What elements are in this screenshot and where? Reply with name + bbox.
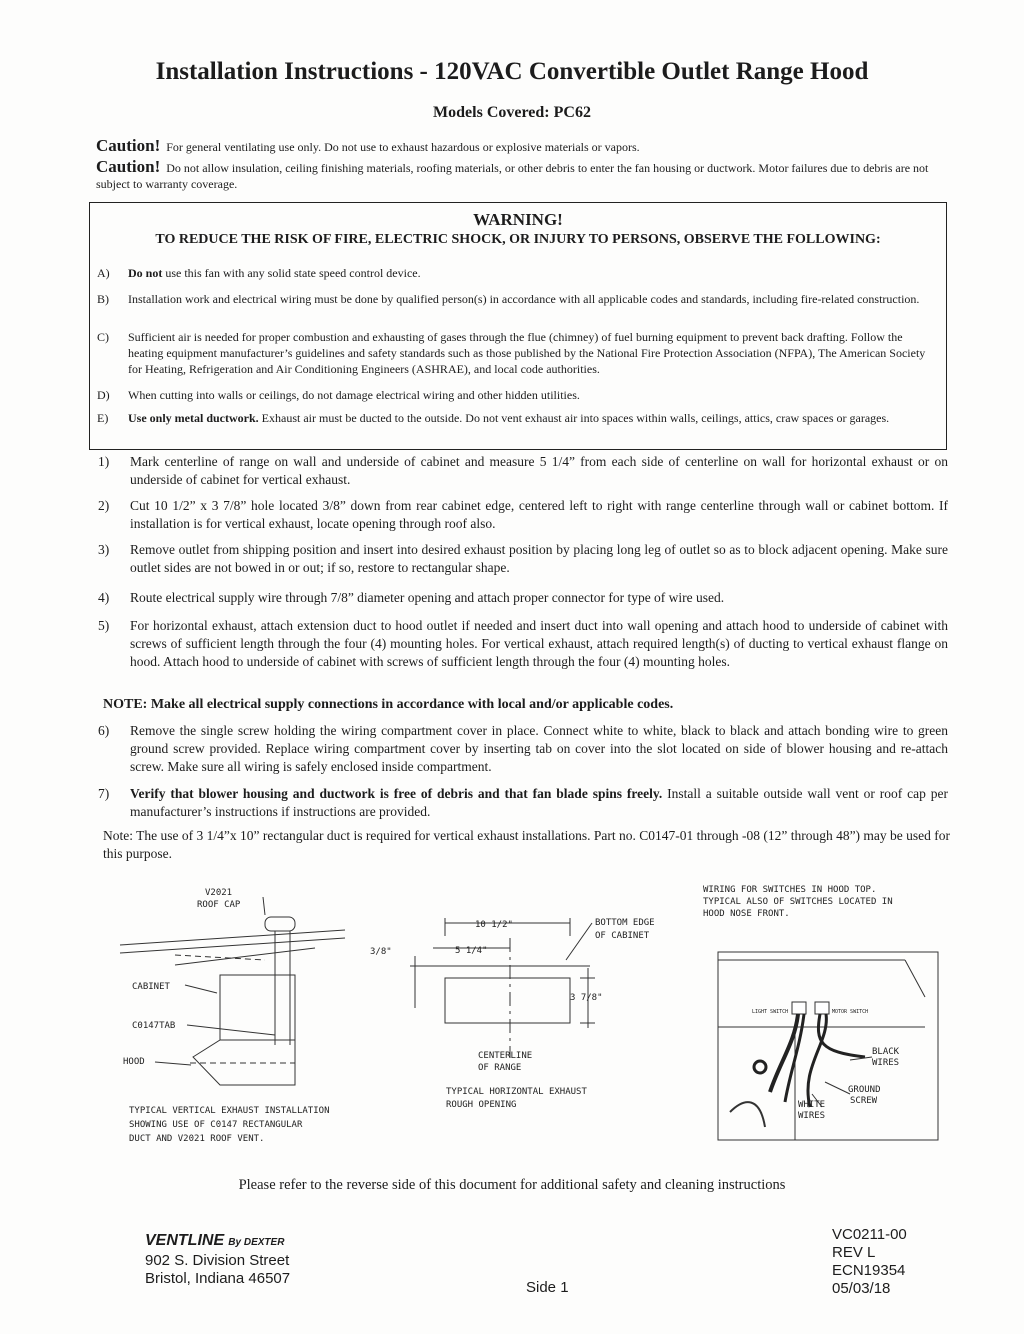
- motor-switch-shape: [815, 1002, 829, 1014]
- caution-word: Caution!: [96, 157, 161, 176]
- item-letter: D): [97, 388, 110, 402]
- warning-box: [89, 202, 947, 450]
- item-text: When cutting into walls or ceilings, do not damage electrical wiring and other hidden utilities.: [128, 388, 580, 402]
- step-number: 6): [98, 723, 110, 738]
- motor-switch-label: MOTOR SWITCH: [832, 1009, 869, 1015]
- item-bold: Use only metal ductwork.: [128, 411, 259, 425]
- caution-text: For general ventilating use only. Do not use to exhaust hazardous or explosive materials or vapors.: [166, 140, 640, 154]
- document-title: Installation Instructions - 120VAC Convertible Outlet Range Hood: [155, 58, 869, 85]
- caution-text: Do not allow insulation, ceiling finishing materials, roofing materials, or other debris to enter the fan housing or ductwork. Motor failures due to debris are not subject to warranty coverage.: [96, 161, 929, 191]
- ground-screw-label-2: SCREW: [850, 1096, 878, 1106]
- black-wires-label-1: BLACK: [872, 1047, 900, 1057]
- doc-rev: REV L: [832, 1244, 876, 1261]
- wiring-diagram: [700, 882, 945, 1144]
- vertical-caption-1: TYPICAL VERTICAL EXHAUST INSTALLATION: [129, 1106, 330, 1116]
- note-electrical: NOTE: Make all electrical supply connections in accordance with local and/or applicable codes.: [103, 697, 674, 712]
- brand-line: [145, 1232, 290, 1252]
- doc-ecn: ECN19354: [832, 1262, 906, 1279]
- vertical-exhaust-diagram: [115, 885, 405, 1150]
- step-text: Remove the single screw holding the wiring compartment cover in place. Connect white to white, black to black and attach bonding wire to green ground screw provided. Replace wiring compartment cover by inserting tab on cover into the slot located on side of blower housing and re-attach screw. Make sure all wiring is safely enclosed inside compartment.: [130, 723, 948, 774]
- brand-by: By DEXTER: [228, 1237, 285, 1248]
- doc-number: VC0211-00: [832, 1226, 907, 1243]
- dim-width: 10 1/2": [475, 920, 513, 930]
- step-text: For horizontal exhaust, attach extension duct to hood outlet if needed and insert duct into wall opening and attach hood to underside of cabinet with screws of sufficient length through the four (4) mounting holes. For vertical exhaust, attach required length(s) of ducting to vertical exhaust flange on hood. Attach hood to underside of cabinet with screws of sufficient length through the four (4) mounting holes.: [130, 618, 948, 669]
- light-switch-shape: [792, 1002, 806, 1014]
- step-text: Route electrical supply wire through 7/8” diameter opening and attach proper connector for type of wire used.: [130, 590, 725, 605]
- centerline-label-1: CENTERLINE: [478, 1051, 533, 1061]
- item-text: use this fan with any solid state speed control device.: [162, 266, 421, 280]
- black-wires-label-2: WIRES: [872, 1058, 900, 1068]
- step-text: Remove outlet from shipping position and insert into desired exhaust position by placing long leg of outlet so as to block adjacent opening. Make sure outlet sides are not bowed in or out; if so, restore to rectangular shape.: [130, 542, 948, 575]
- footer-address: [145, 1232, 290, 1288]
- bottom-edge-label-2: OF CABINET: [595, 931, 650, 941]
- ground-screw-label-1: GROUND: [848, 1085, 881, 1095]
- item-letter: B): [97, 292, 109, 306]
- warning-subheading: TO REDUCE THE RISK OF FIRE, ELECTRIC SHOCK, OR INJURY TO PERSONS, OBSERVE THE FOLLOWING:: [155, 232, 881, 247]
- item-letter: C): [97, 330, 109, 344]
- centerline-label-2: OF RANGE: [478, 1063, 522, 1073]
- note-duct: Note: The use of 3 1/4”x 10” rectangular duct is required for vertical exhaust installations. Part no. C0147-01 through -08 (12” through 48”) may be used for this purpose.: [103, 828, 951, 861]
- item-text: Installation work and electrical wiring must be done by qualified person(s) in accordance with all applicable codes and standards, including fire-related construction.: [128, 292, 920, 306]
- step-number: 3): [98, 542, 110, 557]
- refer-reverse-text: Please refer to the reverse side of this document for additional safety and cleaning instructions: [238, 1177, 786, 1193]
- doc-info: [832, 1226, 907, 1298]
- warning-heading: WARNING!: [473, 210, 563, 229]
- horizontal-caption-2: ROUGH OPENING: [446, 1100, 517, 1110]
- caution-2: [96, 159, 956, 192]
- step-number: 2): [98, 498, 110, 513]
- page-side: Side 1: [526, 1279, 569, 1296]
- doc-date: 05/03/18: [832, 1280, 891, 1297]
- horizontal-opening-diagram: [370, 908, 670, 1118]
- cabinet-label: CABINET: [132, 982, 170, 992]
- tab-label: C0147TAB: [132, 1021, 176, 1031]
- item-letter: A): [97, 266, 110, 280]
- step-text: Mark centerline of range on wall and underside of cabinet and measure 5 1/4” from each side of centerline on wall for horizontal exhaust or on underside of cabinet for vertical exhaust.: [130, 454, 948, 487]
- bottom-edge-label-1: BOTTOM EDGE: [595, 918, 655, 928]
- wiring-title-2: TYPICAL ALSO OF SWITCHES LOCATED IN: [703, 897, 893, 907]
- horizontal-caption-1: TYPICAL HORIZONTAL EXHAUST: [446, 1087, 587, 1097]
- brand-name: VENTLINE: [145, 1232, 225, 1249]
- dim-half: 5 1/4": [455, 946, 488, 956]
- vertical-caption-3: DUCT AND V2021 ROOF VENT.: [129, 1134, 265, 1144]
- rough-opening-shape: [445, 978, 570, 1023]
- dim-height: 3 7/8": [570, 993, 603, 1003]
- street-line: 902 S. Division Street: [145, 1252, 290, 1269]
- roof-cap-shape: [265, 917, 295, 931]
- vertical-caption-2: SHOWING USE OF C0147 RECTANGULAR: [129, 1120, 303, 1130]
- light-switch-label: LIGHT SWITCH: [752, 1009, 789, 1015]
- wiring-title-3: HOOD NOSE FRONT.: [703, 909, 790, 919]
- dim-down: 3/8": [370, 947, 392, 957]
- item-letter: E): [97, 411, 109, 425]
- step-bold: Verify that blower housing and ductwork is free of debris and that fan blade spins freely.: [130, 786, 663, 801]
- item-text: Exhaust air must be ducted to the outside. Do not vent exhaust air into spaces within walls, ceilings, attics, craw spaces or garages.: [258, 411, 890, 425]
- caution-1: [96, 138, 956, 155]
- step-text: Install a suitable outside wall vent or roof cap per manufacturer’s instructions if instructions are provided.: [130, 786, 948, 819]
- white-wires-label-2: WIRES: [798, 1111, 826, 1121]
- roof-cap-label-2: ROOF CAP: [197, 900, 241, 910]
- wiring-title-1: WIRING FOR SWITCHES IN HOOD TOP.: [703, 885, 877, 895]
- item-bold: Do not: [128, 266, 163, 280]
- step-text: Cut 10 1/2” x 3 7/8” hole located 3/8” down from rear cabinet edge, centered left to right with range centerline through wall or cabinet bottom. If installation is for vertical exhaust, locate opening through roof also.: [130, 498, 948, 531]
- city-line: Bristol, Indiana 46507: [145, 1270, 291, 1287]
- hood-label: HOOD: [123, 1057, 145, 1067]
- item-text: Sufficient air is needed for proper combustion and exhausting of gases through the flue (chimney) of fuel burning equipment to prevent back drafting. Follow the heating equipment manufacturer’s guidelines and safety standards such as those published by the National Fire Protection Association (NFPA), The American Society for Heating, Refrigeration and Air Conditioning Engineers (ASHRAE), and local code authorities.: [128, 330, 926, 376]
- step-number: 4): [98, 590, 110, 605]
- roof-cap-label-1: V2021: [205, 888, 233, 898]
- step-number: 7): [98, 786, 110, 801]
- caution-word: Caution!: [96, 136, 161, 155]
- step-number: 1): [98, 454, 110, 469]
- white-wires-label-1: WHITE: [798, 1100, 826, 1110]
- models-covered: Models Covered: PC62: [433, 104, 591, 121]
- step-number: 5): [98, 618, 110, 633]
